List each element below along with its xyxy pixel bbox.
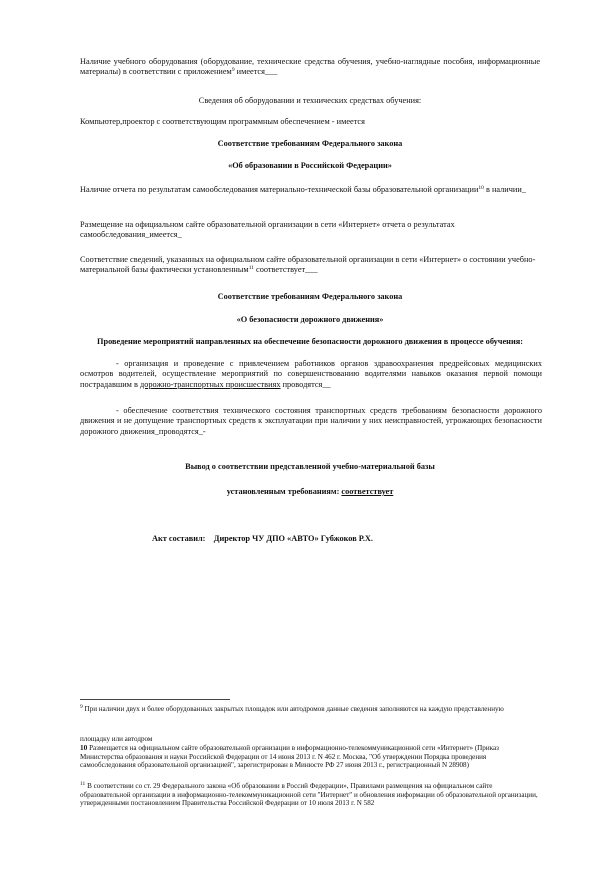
equipment-status: имеется___	[234, 67, 278, 77]
self-assessment-report-paragraph	[80, 185, 546, 195]
federal-law-heading-education: Соответствие требованиям Федерального закона	[217, 139, 403, 148]
footnote-10-number: 10	[80, 743, 88, 752]
road-safety-measures-heading: Проведение мероприятий направленных на обеспечение безопасности дорожного движения в процессе обучения:	[97, 337, 523, 346]
education-law-title: «Об образовании в Российской Федерации»	[228, 161, 392, 170]
medical-checks-text: - организация и проведение с привлечением работников органов здравоохранения предрейсовых медицинских осмотров водителей, осуществление мероприятий по совершенствованию водителями навыков оказания первой помощи пострадавшим в	[80, 359, 542, 389]
federal-law-heading-road-safety: Соответствие требованиям Федерального закона	[217, 292, 403, 301]
equipment-info-heading: Сведения об оборудовании и технических средствах обучения:	[198, 96, 422, 105]
footnote-11	[80, 782, 542, 808]
computer-projector-line: Компьютер,проектор с соответствующим программным обеспечением - имеется	[80, 117, 365, 126]
road-safety-law-title: «О безопасности дорожного движения»	[236, 315, 384, 324]
footnote-separator	[80, 699, 230, 700]
signature-name: Директор ЧУ ДПО «АВТО» Губжоков Р.Х.	[213, 534, 373, 543]
signature-line	[152, 534, 552, 544]
equipment-text: Наличие учебного оборудования (оборудование, технические средства обучения, учебно-наглядные пособия, информационные материалы) в соответствии с приложением	[80, 57, 540, 77]
website-report-paragraph: Размещение на официальном сайте образовательной организации в сети «Интернет» отчета о результатах самообследования_имеется_	[80, 220, 455, 240]
footnote-11-number: 11	[80, 781, 86, 787]
equipment-paragraph	[80, 57, 540, 78]
footnote-9-text: При наличии двух и более оборудованных закрытых площадок или автодромов данные сведения заполняются на каждую представленную	[82, 705, 504, 713]
footnote-9	[80, 705, 542, 714]
footnote-ref-10: 10	[478, 185, 484, 191]
medical-checks-status: проводятся__	[280, 379, 331, 389]
footnote-ref-11: 11	[248, 265, 254, 272]
road-accidents-link[interactable]: дорожно-транспортных происшествиях	[140, 379, 281, 389]
conclusion-value: соответствует	[341, 487, 394, 496]
footnote-9-number: 9	[80, 704, 83, 710]
medical-checks-paragraph	[80, 359, 542, 390]
website-info-match-paragraph	[80, 255, 544, 276]
self-assessment-status: в наличии_	[483, 185, 526, 194]
signature-label: Акт составил:	[152, 534, 206, 543]
self-assessment-text: Наличие отчета по результатам самообследования материально-технической базы образовательной организации	[80, 185, 479, 194]
footnote-11-text: В соответствии со ст. 29 Федерального закона «Об образовании в Россий Федерации», Правилами размещения на официальном сайте образовательной организации в информационно-телекоммуникационной сети "Интернет" и обновления информации об образовательной организации, утвержденными постановлением Правительства Российской Федерации от 10 июля 2013 г. N 582	[80, 782, 538, 808]
conclusion-heading: Вывод о соответствии представленной учебно-материальной базы	[185, 462, 435, 471]
website-info-text: Соответствие сведений, указанных на официальном сайте образовательной организации в сети «Интернет» о состоянии учебно-материальной базы фактически установленным	[80, 255, 536, 275]
footnote-9-continuation: площадку или автодром	[80, 735, 153, 743]
vehicle-condition-paragraph: - обеспечение соответствия технического состояния транспортных средств требованиям безопасности дорожного движения и не допущение транспортных средств к эксплуатации при наличии у них неисправностей, угрожающих безопасности дорожного движения_проводятся_-	[80, 406, 542, 436]
conclusion-line	[80, 487, 540, 497]
footnote-10-text: Размещается на официальном сайте образовательной организации в информационно-телекоммуникационной сети «Интернет» (Приказ Министерства образования и науки Российской Федерации от 14 июня 2013 г. N 462 г. Москва, "Об утверждении Порядка проведения самообследования образовательной организацией", зарегистрирован в Минюсте РФ 27 июня 2013 г., регистрационный N 28908)	[80, 744, 499, 770]
website-info-status: соответствует___	[253, 265, 318, 275]
conclusion-label: установленным требованиям:	[226, 487, 342, 496]
footnote-10	[80, 744, 542, 770]
footnote-ref-9: 9	[231, 67, 235, 74]
